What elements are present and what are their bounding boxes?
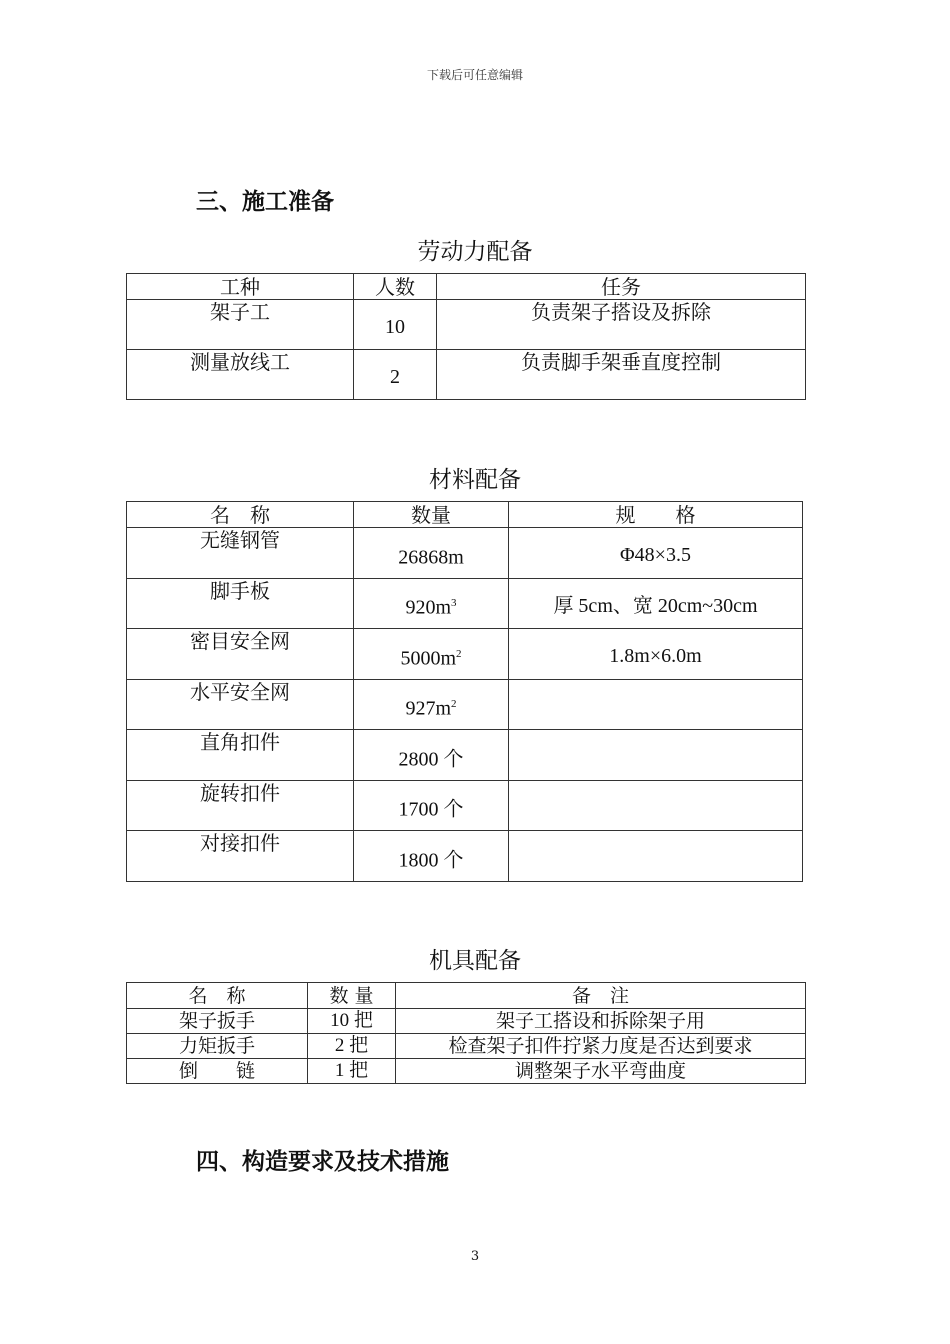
table-cell: 26868m: [354, 528, 509, 579]
table-cell: [509, 730, 803, 781]
equipment-table: [126, 982, 806, 1084]
equipment-header-cell: 名 称: [127, 983, 308, 1009]
table-cell: 水平安全网: [127, 680, 354, 730]
table-cell: $927m^2$: [354, 680, 509, 730]
table-row: [127, 1009, 806, 1034]
table-cell: [509, 831, 803, 882]
equipment-header-cell: 备 注: [396, 983, 806, 1009]
table-row: [127, 1059, 806, 1084]
labor-table: [126, 273, 806, 400]
table-cell: 2: [354, 350, 437, 400]
materials-table: [126, 501, 803, 882]
labor-header-row: [127, 274, 806, 300]
equipment-caption: 机具配备: [429, 948, 521, 974]
table-cell: 直角扣件: [127, 730, 354, 781]
equipment-header-cell: 数 量: [308, 983, 396, 1009]
table-cell: 对接扣件: [127, 831, 354, 882]
table-cell: 脚手板: [127, 579, 354, 629]
table-row: [127, 528, 803, 579]
labor-header-cell: 人数: [354, 274, 437, 300]
table-cell: 无缝钢管: [127, 528, 354, 579]
table-row: [127, 300, 806, 350]
table-row: [127, 1034, 806, 1059]
table-cell: 2800 个: [354, 730, 509, 781]
table-cell: 1700 个: [354, 781, 509, 831]
table-cell: 负责架子搭设及拆除: [437, 300, 806, 350]
materials-header-row: [127, 502, 803, 528]
labor-header-cell: 工种: [127, 274, 354, 300]
table-cell: $920m^3$: [354, 579, 509, 629]
table-cell: 2 把: [308, 1034, 396, 1059]
table-cell: $5000m^2$: [354, 629, 509, 680]
table-cell: 负责脚手架垂直度控制: [437, 350, 806, 400]
table-cell: 倒 链: [127, 1059, 308, 1084]
table-row: [127, 680, 803, 730]
table-cell: 架子扳手: [127, 1009, 308, 1034]
table-cell: 密目安全网: [127, 629, 354, 680]
table-cell: 架子工: [127, 300, 354, 350]
table-row: [127, 730, 803, 781]
materials-header-cell: 规 格: [509, 502, 803, 528]
table-cell: 10: [354, 300, 437, 350]
labor-caption: 劳动力配备: [417, 239, 533, 265]
equipment-header-row: [127, 983, 806, 1009]
table-cell: 1 把: [308, 1059, 396, 1084]
materials-header-cell: 名 称: [127, 502, 354, 528]
header-note: 下载后可任意编辑: [426, 68, 523, 82]
section-3-title: 三、施工准备: [196, 189, 334, 215]
table-cell: Φ48×3.5: [509, 528, 803, 579]
table-cell: [509, 680, 803, 730]
table-cell: 1.8m×6.0m: [509, 629, 803, 680]
table-cell: [509, 781, 803, 831]
table-cell: 检查架子扣件拧紧力度是否达到要求: [396, 1034, 806, 1059]
labor-header-cell: 任务: [437, 274, 806, 300]
section-4-title: 四、构造要求及技术措施: [196, 1149, 449, 1175]
materials-header-cell: 数量: [354, 502, 509, 528]
table-row: [127, 629, 803, 680]
table-cell: 10 把: [308, 1009, 396, 1034]
table-cell: 旋转扣件: [127, 781, 354, 831]
materials-caption: 材料配备: [429, 467, 521, 493]
table-cell: 1800 个: [354, 831, 509, 882]
table-row: [127, 350, 806, 400]
table-cell: 调整架子水平弯曲度: [396, 1059, 806, 1084]
table-cell: 厚 5cm、宽 20cm~30cm: [509, 579, 803, 629]
table-row: [127, 579, 803, 629]
table-cell: 测量放线工: [127, 350, 354, 400]
table-row: [127, 831, 803, 882]
table-row: [127, 781, 803, 831]
table-cell: 力矩扳手: [127, 1034, 308, 1059]
table-cell: 架子工搭设和拆除架子用: [396, 1009, 806, 1034]
page-number: 3: [470, 1249, 480, 1264]
